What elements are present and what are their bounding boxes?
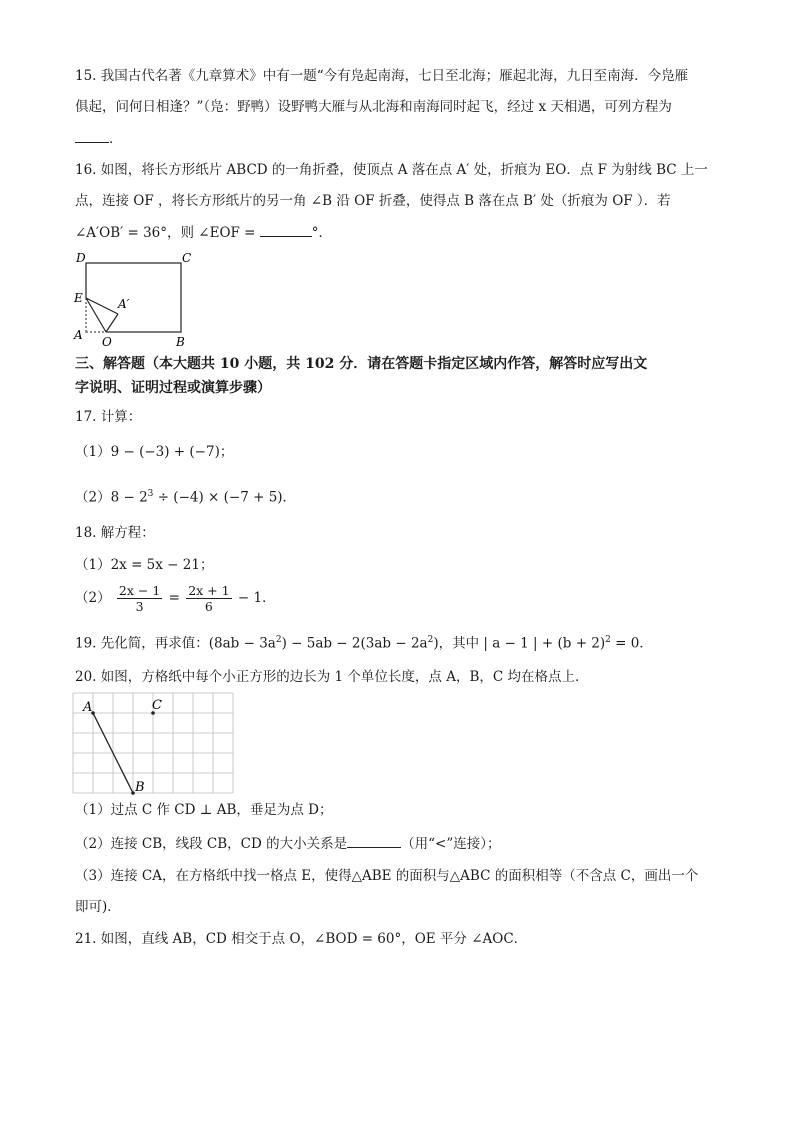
q17-title: 17. 计算： <box>75 409 142 425</box>
q19-text-c: )，其中 | a − 1 | + (b + 2) <box>433 635 606 652</box>
q18-part2-label: （2） <box>75 590 111 606</box>
q16-figure <box>68 248 198 348</box>
label-d: D <box>76 251 86 265</box>
q18-title: 18. 解方程： <box>75 525 155 541</box>
q19-text-d: = 0． <box>610 635 653 652</box>
fold-edge-a1o <box>106 314 118 332</box>
q20-part3-line2: 即可)． <box>75 899 121 915</box>
answer-blank <box>347 833 401 848</box>
q20-part3-line1: （3）连接 CA，在方格纸中找一格点 E，使得△ABE 的面积与△ABC 的面积相等（不含点 C，画出一个 <box>75 868 699 884</box>
section-heading-line1: 三、解答题（本大题共 10 小题，共 102 分．请在答题卡指定区域内作答，解答时应写出文 <box>75 356 648 372</box>
q19-text <box>75 630 653 654</box>
q20-grid-figure <box>70 690 240 796</box>
label-a: A <box>74 328 83 342</box>
q20-part2 <box>75 833 501 854</box>
fraction-left-numerator: 2x − 1 <box>118 583 161 598</box>
q17-part1: （1）9 − (−3) + (−7)； <box>75 444 234 460</box>
section-heading-line2: 字说明、证明过程或演算步骤） <box>75 380 271 396</box>
q17-part2-b: ÷ (−4) × (−7 + 5)． <box>153 489 297 506</box>
fraction-left-denominator: 3 <box>135 599 144 614</box>
label-c: C <box>182 251 192 265</box>
fraction-right <box>186 583 231 614</box>
q20-part1: （1）过点 C 作 CD ⊥ AB，垂足为点 D； <box>75 802 333 818</box>
label-c: C <box>152 698 162 713</box>
q18-part2 <box>75 580 276 616</box>
exponent: 2 <box>605 635 611 645</box>
q19-text-b: ) − 5ab − 2(3ab − 2a <box>281 635 428 652</box>
q18-part2-tail: − 1． <box>237 590 276 606</box>
fraction-left <box>117 583 162 614</box>
label-e: E <box>74 291 83 305</box>
q17-part2 <box>75 484 296 508</box>
q17-part2-a: （2）8 − 2 <box>75 489 148 506</box>
answer-blank <box>75 128 109 143</box>
q15-end: ． <box>109 131 123 147</box>
exponent: 2 <box>275 635 282 645</box>
q16-line3 <box>75 222 332 243</box>
exponent: 2 <box>427 635 434 645</box>
label-b: B <box>135 780 145 795</box>
label-o: O <box>102 335 112 348</box>
label-b: B <box>176 335 185 348</box>
fraction-right-numerator: 2x + 1 <box>188 583 230 598</box>
q16-line1: 16. 如图，将长方形纸片 ABCD 的一角折叠，使顶点 A 落在点 A′ 处，折痕为 EO．点 F 为射线 BC 上一 <box>75 162 708 178</box>
q18-part1: （1）2x = 5x − 21； <box>75 557 214 573</box>
q16-condition: ∠A′OB′ = 36°，则 ∠EOF = <box>75 225 260 241</box>
q16-end: °． <box>311 225 333 241</box>
label-a: A <box>83 700 93 715</box>
exponent: 3 <box>147 489 154 499</box>
equals-sign: = <box>168 590 180 606</box>
q20-part2-b: （用“<”连接）； <box>401 836 501 852</box>
label-a-prime: A′ <box>118 297 130 311</box>
q20-part2-a: （2）连接 CB，线段 CB，CD 的大小关系是 <box>75 836 348 852</box>
answer-blank <box>260 222 312 237</box>
q21-line1: 21. 如图，直线 AB，CD 相交于点 O，∠BOD = 60°，OE 平分 ∠AOC． <box>75 931 528 947</box>
q19-text-a: 19. 先化简，再求值：(8ab − 3a <box>75 635 276 652</box>
q20-line1: 20. 如图，方格纸中每个小正方形的边长为 1 个单位长度，点 A，B，C 均在格点上． <box>75 669 589 685</box>
q15-line3 <box>75 128 123 149</box>
q15-line1: 15. 我国古代名著《九章算术》中有一题“今有凫起南海，七日至北海；雁起北海，九日至南海．今凫雁 <box>75 68 689 84</box>
q16-line2: 点，连接 OF ，将长方形纸片的另一角 ∠B 沿 OF 折叠，使得点 B 落在点 B′ 处（折痕为 OF ）．若 <box>75 193 671 209</box>
fraction-right-denominator: 6 <box>204 599 213 614</box>
q15-line2: 俱起，问何日相逢？”（凫：野鸭）设野鸭大雁与从北海和南海同时起飞，经过 x 天相遇，可列方程为 <box>75 99 672 115</box>
